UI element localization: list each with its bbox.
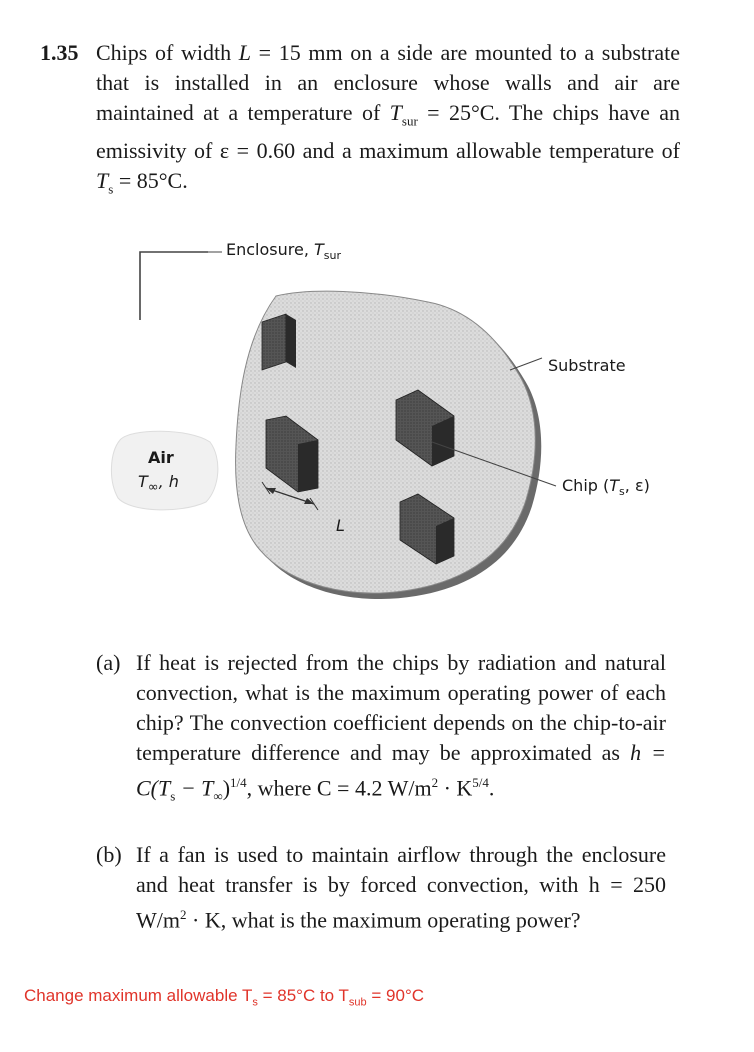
modification-note: Change maximum allowable $T_s = 85^\circ C$ to $T_{sub} = 90^\circ C$ [24, 986, 425, 1009]
air-variables: $T_\infty$, h [138, 472, 179, 496]
stmt-var: T [96, 168, 109, 194]
stmt-sub: s [108, 181, 114, 197]
enclosure-label: Enclosure, $T_{sur}$ [226, 240, 342, 263]
question-b-text: If a fan is used to maintain airflow through the enclosure and heat transfer is by forced convection, with h = 250 $W/m^2 \cdot K$, what is the maximum operating power? [136, 842, 666, 933]
dimension-label: L [336, 516, 345, 535]
substrate-leader [510, 358, 542, 370]
air-cloud [111, 431, 217, 510]
question-a [96, 648, 666, 812]
question-b-tag: (b) [96, 842, 122, 867]
stmt-part: = 25°C. The chips have an emissivity of ε = 0.60 and a maximum allowable temperature of [96, 100, 680, 164]
stmt-var: T [389, 100, 402, 125]
chip-1 [262, 314, 296, 370]
stmt-var: L [238, 40, 252, 65]
enclosure-corner [140, 252, 208, 320]
question-a-text: If heat is rejected from the chips by radiation and natural convection, what is the maximum operating power of each chip? The convection coefficient depends on the chip-to-air temperature difference and may be approximated as $h = C(T_s - T_\infty)^{1/4}$, where C = 4.2 $W/m^2 \cdot K^{5/4}$. [136, 650, 666, 804]
substrate-label: Substrate [548, 356, 626, 375]
enclosure-figure [110, 230, 670, 610]
problem-number: 1.35 [40, 40, 79, 65]
chip-label: Chip ($T_s$, ε) [562, 476, 650, 499]
problem-text [96, 38, 680, 205]
problem-statement [40, 38, 680, 205]
question-a-tag: (a) [96, 650, 121, 675]
stmt-part: = 85°C. [113, 168, 188, 194]
air-label: Air [148, 448, 174, 467]
stmt-part: = 15 mm on a side are mounted to a substrate that is installed in an enclosure whose walls and air are maintained at a temperature of [96, 40, 680, 125]
stmt-sub: sur [401, 113, 418, 129]
stmt-part: Chips of width [96, 40, 239, 65]
figure-drawing [110, 230, 670, 610]
question-b [96, 840, 666, 935]
